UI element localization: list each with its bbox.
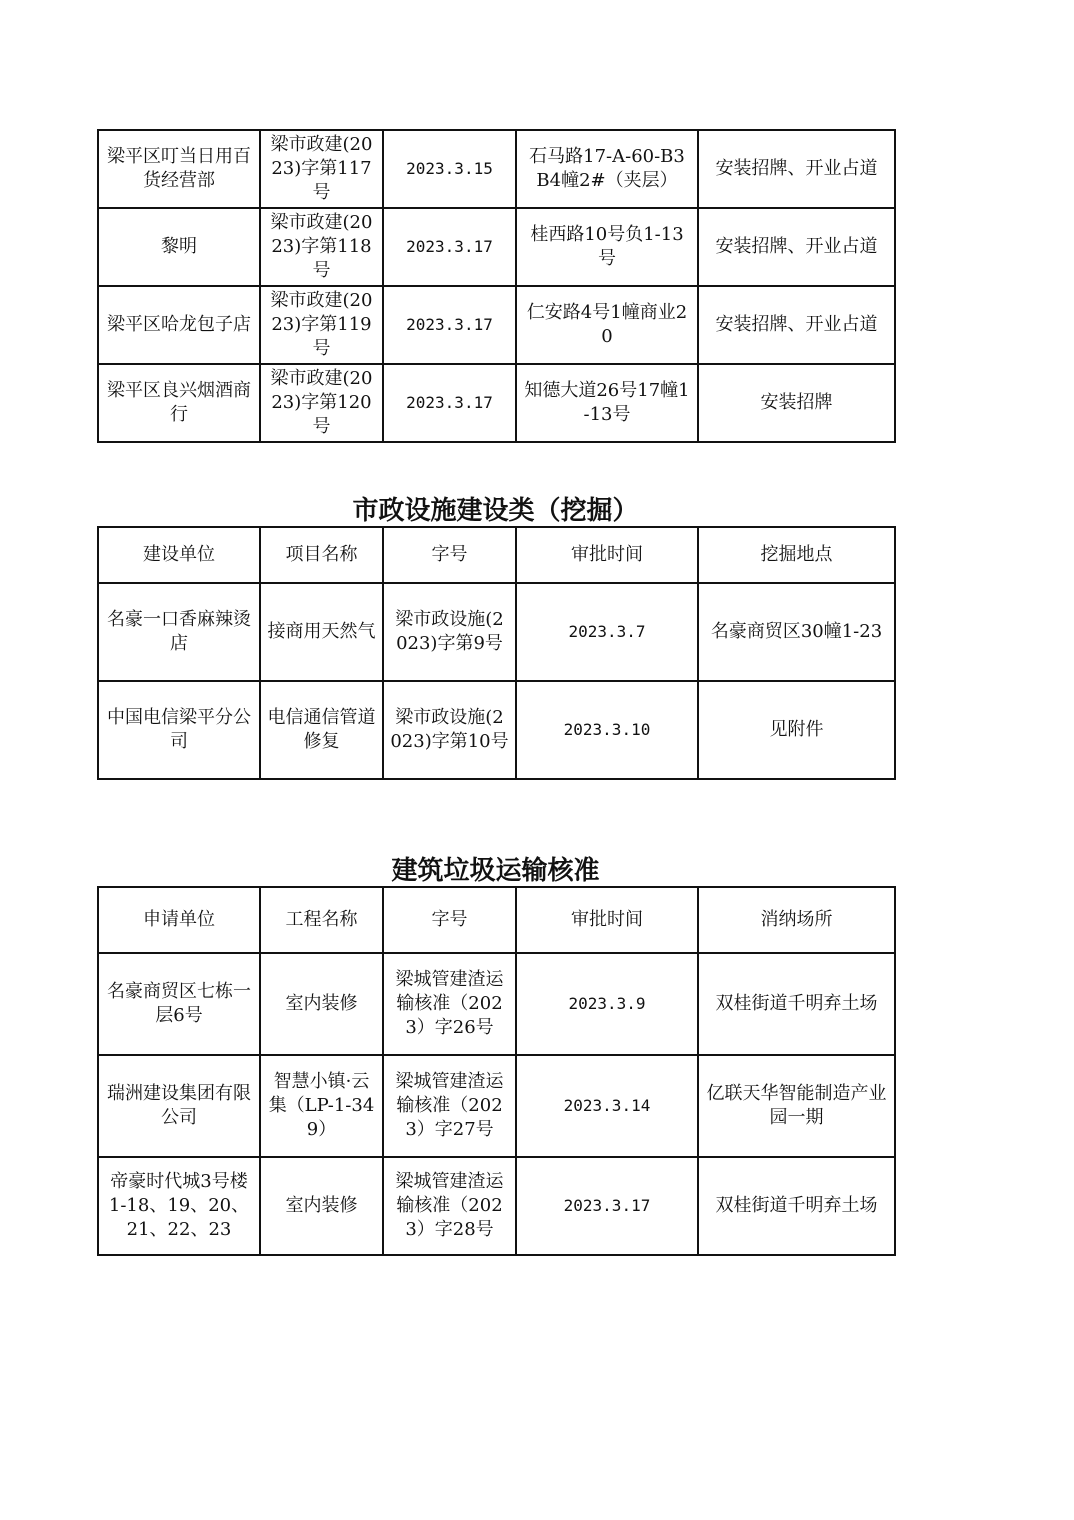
column-header: 挖掘地点 [698,527,895,583]
section-title-excavation: 市政设施建设类（挖掘） [352,496,639,526]
column-header: 审批时间 [516,527,698,583]
project-cell: 电信通信管道修复 [260,681,383,779]
approval-date-cell: 2023.3.15 [383,130,516,208]
permit-number-cell: 梁市政建(2023)字第117号 [260,130,383,208]
table-row [98,953,895,1055]
permit-table-continued [97,129,896,443]
approval-date-cell: 2023.3.17 [383,286,516,364]
permit-number-cell: 梁市政设施(2023)字第10号 [383,681,516,779]
table-row [98,286,895,364]
item-cell: 安装招牌、开业占道 [698,208,895,286]
approval-date-cell: 2023.3.17 [516,1157,698,1255]
table-row [98,681,895,779]
project-cell: 室内装修 [260,1157,383,1255]
column-header: 字号 [383,887,516,953]
section-title-waste-transport: 建筑垃圾运输核准 [391,856,600,886]
unit-cell: 中国电信梁平分公司 [98,681,260,779]
permit-number-cell: 梁市政设施(2023)字第9号 [383,583,516,681]
project-cell: 室内装修 [260,953,383,1055]
table-header-row [98,527,895,583]
table-row [98,364,895,442]
column-header: 项目名称 [260,527,383,583]
table-row [98,1055,895,1157]
column-header: 字号 [383,527,516,583]
excavation-table [97,526,896,780]
applicant-cell: 瑞洲建设集团有限公司 [98,1055,260,1157]
table-header-row [98,887,895,953]
address-cell: 石马路17-A-60-B3B4幢2#（夹层） [516,130,698,208]
applicant-cell: 梁平区哈龙包子店 [98,286,260,364]
item-cell: 安装招牌、开业占道 [698,286,895,364]
applicant-cell: 梁平区良兴烟酒商行 [98,364,260,442]
permit-number-cell: 梁市政建(2023)字第120号 [260,364,383,442]
permit-number-cell: 梁城管建渣运输核准（2023）字27号 [383,1055,516,1157]
applicant-cell: 梁平区叮当日用百货经营部 [98,130,260,208]
column-header: 工程名称 [260,887,383,953]
permit-number-cell: 梁城管建渣运输核准（2023）字26号 [383,953,516,1055]
address-cell: 知德大道26号17幢1-13号 [516,364,698,442]
applicant-cell: 帝豪时代城3号楼1-18、19、20、21、22、23 [98,1157,260,1255]
column-header: 申请单位 [98,887,260,953]
permit-number-cell: 梁城管建渣运输核准（2023）字28号 [383,1157,516,1255]
location-cell: 名豪商贸区30幢1-23 [698,583,895,681]
disposal-site-cell: 双桂街道千明弃土场 [698,953,895,1055]
column-header: 审批时间 [516,887,698,953]
column-header: 消纳场所 [698,887,895,953]
permit-number-cell: 梁市政建(2023)字第118号 [260,208,383,286]
project-cell: 智慧小镇·云集（LP-1-349） [260,1055,383,1157]
disposal-site-cell: 亿联天华智能制造产业园一期 [698,1055,895,1157]
address-cell: 桂西路10号负1-13号 [516,208,698,286]
item-cell: 安装招牌、开业占道 [698,130,895,208]
location-cell: 见附件 [698,681,895,779]
table-row [98,1157,895,1255]
approval-date-cell: 2023.3.17 [383,208,516,286]
applicant-cell: 黎明 [98,208,260,286]
address-cell: 仁安路4号1幢商业20 [516,286,698,364]
project-cell: 接商用天然气 [260,583,383,681]
approval-date-cell: 2023.3.10 [516,681,698,779]
applicant-cell: 名豪商贸区七栋一层6号 [98,953,260,1055]
approval-date-cell: 2023.3.9 [516,953,698,1055]
waste-transport-table [97,886,896,1256]
approval-date-cell: 2023.3.7 [516,583,698,681]
permit-number-cell: 梁市政建(2023)字第119号 [260,286,383,364]
column-header: 建设单位 [98,527,260,583]
unit-cell: 名豪一口香麻辣烫店 [98,583,260,681]
approval-date-cell: 2023.3.14 [516,1055,698,1157]
table-row [98,208,895,286]
item-cell: 安装招牌 [698,364,895,442]
table-row [98,130,895,208]
approval-date-cell: 2023.3.17 [383,364,516,442]
disposal-site-cell: 双桂街道千明弃土场 [698,1157,895,1255]
table-row [98,583,895,681]
